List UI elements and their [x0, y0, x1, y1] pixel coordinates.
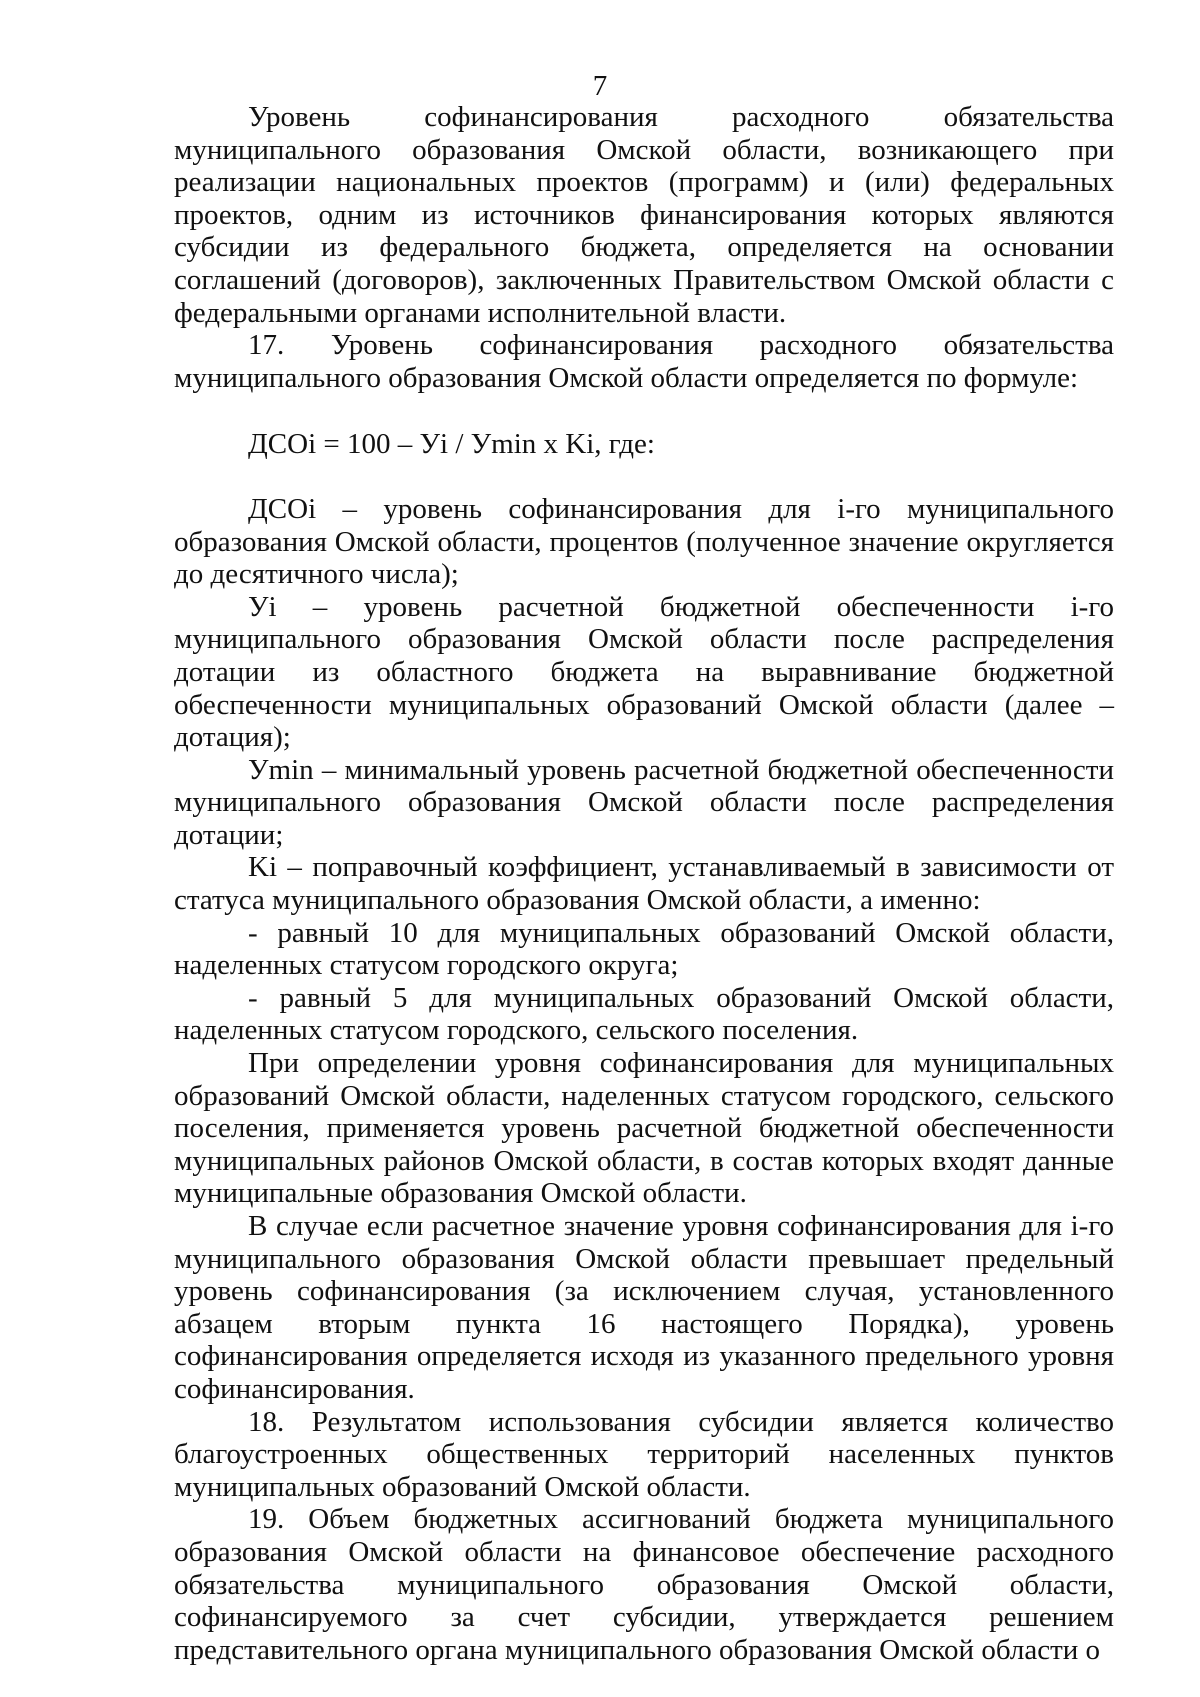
list-item-ki-5: - равный 5 для муниципальных образований Омской области, наделенных статусом городского, сельского поселения.	[174, 981, 1114, 1047]
paragraph-settlements: При определении уровня софинансирования для муниципальных образований Омской области, наделенных статусом городского, сельского поселения, применяется уровень расчетной бюджетной обеспеченности муниципальных районов Омской области, в состав которых входят данные муниципальные образования Омской области.	[174, 1047, 1114, 1210]
document-body	[174, 101, 1114, 1666]
paragraph-19: 19. Объем бюджетных ассигнований бюджета муниципального образования Омской области на финансовое обеспечение расходного обязательства муниципального образования Омской области, софинансируемого за счет субсидии, утверждается решением представительного органа муниципального образования Омской области о	[174, 1503, 1114, 1666]
formula: ДСОi = 100 – Уi / Уmin x Ki, где:	[248, 428, 655, 461]
paragraph-18: 18. Результатом использования субсидии является количество благоустроенных общественных территорий населенных пунктов муниципальных образований Омской области.	[174, 1405, 1114, 1503]
page-number: 7	[592, 70, 608, 102]
paragraph-cofinancing-federal: Уровень софинансирования расходного обязательства муниципального образования Омской области, возникающего при реализации национальных проектов (программ) и (или) федеральных проектов, одним из источников финансирования которых являются субсидии из федерального бюджета, определяется на основании соглашений (договоров), заключенных Правительством Омской области с федеральными органами исполнительной власти.	[174, 101, 1114, 329]
list-item-ki-10: - равный 10 для муниципальных образований Омской области, наделенных статусом городского округа;	[174, 916, 1114, 982]
paragraph-17: 17. Уровень софинансирования расходного обязательства муниципального образования Омской области определяется по формуле:	[174, 329, 1114, 394]
definition-dsoi: ДСОi – уровень софинансирования для i-го муниципального образования Омской области, процентов (полученное значение округляется до десятичного числа);	[174, 492, 1114, 591]
definition-ki: Ki – поправочный коэффициент, устанавливаемый в зависимости от статуса муниципального образования Омской области, а именно:	[174, 851, 1114, 917]
definition-ui: Уi – уровень расчетной бюджетной обеспеченности i-го муниципального образования Омской области после распределения дотации из областного бюджета на выравнивание бюджетной обеспеченности муниципальных образований Омской области (далее – дотация);	[174, 590, 1114, 754]
definition-umin: Уmin – минимальный уровень расчетной бюджетной обеспеченности муниципального образования Омской области после распределения дотации;	[174, 753, 1114, 851]
paragraph-limit: В случае если расчетное значение уровня софинансирования для i-го муниципального образования Омской области превышает предельный уровень софинансирования (за исключением случая, установленного абзацем вторым пункта 16 настоящего Порядка), уровень софинансирования определяется исходя из указанного предельного уровня софинансирования.	[174, 1210, 1114, 1405]
